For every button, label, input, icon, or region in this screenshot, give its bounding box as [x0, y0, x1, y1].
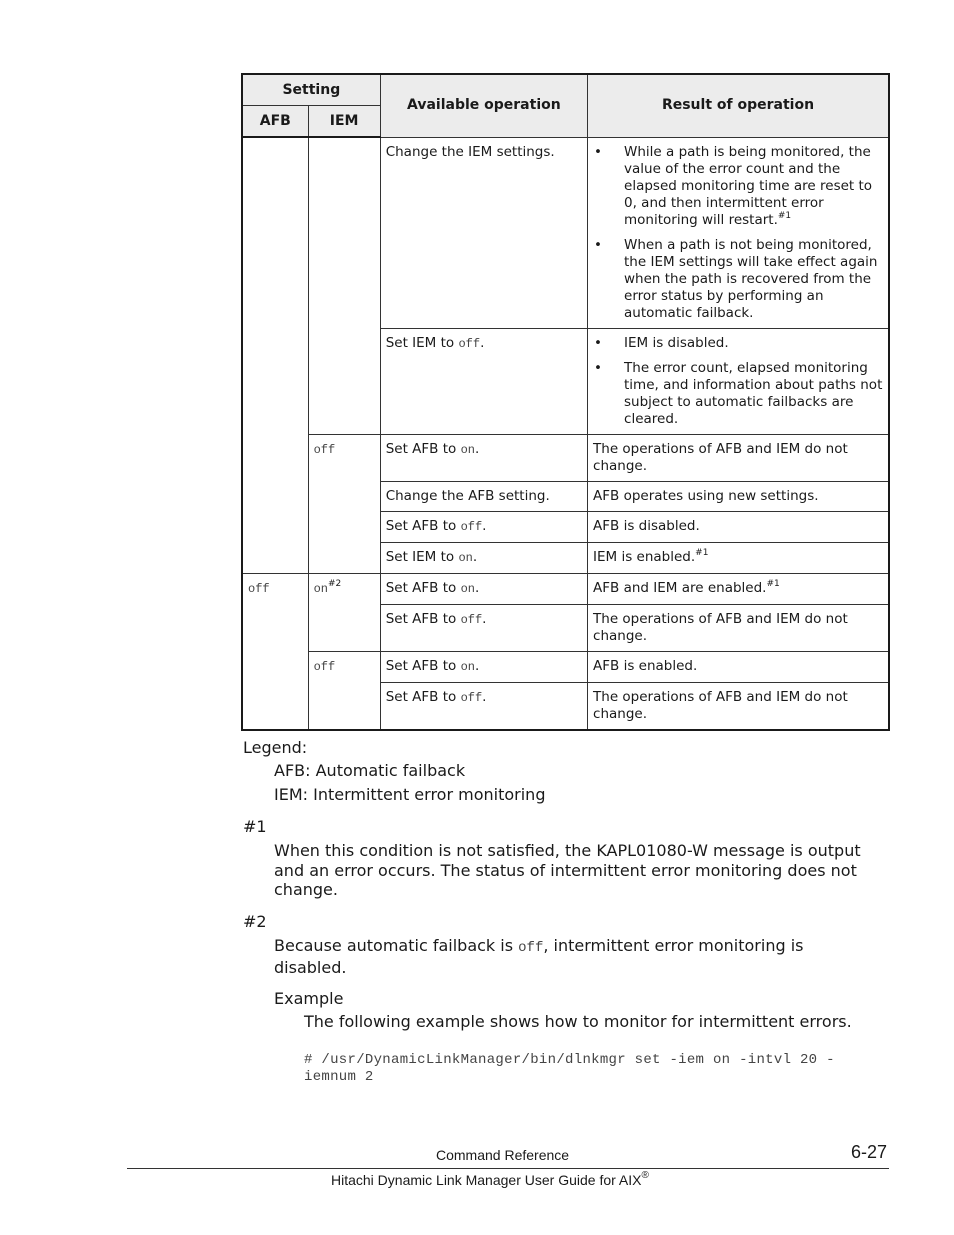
footer-divider [127, 1168, 889, 1169]
iem-cell: off [308, 434, 380, 573]
table-row [242, 573, 889, 604]
legend-title: Legend: [243, 738, 308, 757]
iem-cell-empty [308, 137, 380, 434]
example-heading: Example [274, 989, 344, 1008]
code-line: iemnum 2 [304, 1069, 374, 1085]
note-2-label: #2 [243, 912, 267, 931]
result-bullet: • The error count, elapsed monitoring time, and information about paths not subject to automatic failbacks are cleared. [593, 360, 883, 428]
note-1-text: When this condition is not satisfied, the KAPL01080-W message is output and an error occurs. The status of intermittent error monitoring does not change. [274, 841, 861, 899]
afb-cell: off [242, 573, 308, 730]
afb-cell-empty [242, 137, 308, 573]
operation-cell: Set AFB to off. [380, 682, 587, 730]
example-text: The following example shows how to monitor for intermittent errors. [304, 1012, 852, 1031]
result-cell: AFB operates using new settings. [588, 481, 889, 511]
operation-cell: Set AFB to off. [380, 511, 587, 542]
result-cell: AFB is disabled. [588, 511, 889, 542]
result-cell: AFB and IEM are enabled.$^{\#1}$ [588, 573, 889, 604]
result-cell: The operations of AFB and IEM do not change. [588, 434, 889, 481]
code-line: # /usr/DynamicLinkManager/bin/dlnkmgr set -iem on -intvl 20 - [304, 1052, 835, 1068]
table-row [242, 651, 889, 682]
header-result-of-operation: Result of operation [588, 74, 889, 137]
operations-table [241, 73, 890, 731]
note-1-label: #1 [243, 817, 267, 836]
header-available-operation: Available operation [380, 74, 587, 137]
result-bullet: • IEM is disabled. [593, 335, 883, 352]
header-afb: AFB [242, 106, 308, 138]
note-2-text: Because automatic failback is off, intermittent error monitoring is disabled. [274, 936, 804, 977]
operation-cell: Set IEM to on. [380, 542, 587, 573]
page-number: 6-27 [851, 1142, 888, 1162]
operation-cell: Set AFB to on. [380, 434, 587, 481]
iem-cell: off [308, 651, 380, 730]
footer-section: Command Reference [436, 1147, 570, 1163]
legend-afb: AFB: Automatic failback [274, 761, 466, 780]
legend-iem: IEM: Intermittent error monitoring [274, 785, 546, 804]
operation-cell: Set IEM to off. [380, 328, 587, 434]
operation-cell: Set AFB to off. [380, 604, 587, 651]
result-cell [588, 137, 889, 328]
example-code [304, 1052, 884, 1086]
result-cell: IEM is enabled.$^{\#1}$ [588, 542, 889, 573]
header-setting: Setting [242, 74, 380, 106]
footer-title: Hitachi Dynamic Link Manager User Guide for AIX® [331, 1170, 649, 1188]
table-row [242, 434, 889, 481]
operation-cell: Change the IEM settings. [380, 137, 587, 328]
result-cell: The operations of AFB and IEM do not change. [588, 604, 889, 651]
table-row [242, 137, 889, 328]
result-bullet: • While a path is being monitored, the value of the error count and the elapsed monitoring time are reset to 0, and then intermittent error monitoring will restart.$^{\#1}$ [593, 144, 883, 229]
result-cell [588, 328, 889, 434]
operation-cell: Set AFB to on. [380, 651, 587, 682]
iem-cell: $on^{\#2}$ [308, 573, 380, 651]
operation-cell: Change the AFB setting. [380, 481, 587, 511]
result-cell: The operations of AFB and IEM do not change. [588, 682, 889, 730]
result-cell: AFB is enabled. [588, 651, 889, 682]
result-bullet: • When a path is not being monitored, the IEM settings will take effect again when the path is recovered from the error status by performing an automatic failback. [593, 237, 883, 322]
operation-cell: Set AFB to on. [380, 573, 587, 604]
header-iem: IEM [308, 106, 380, 138]
